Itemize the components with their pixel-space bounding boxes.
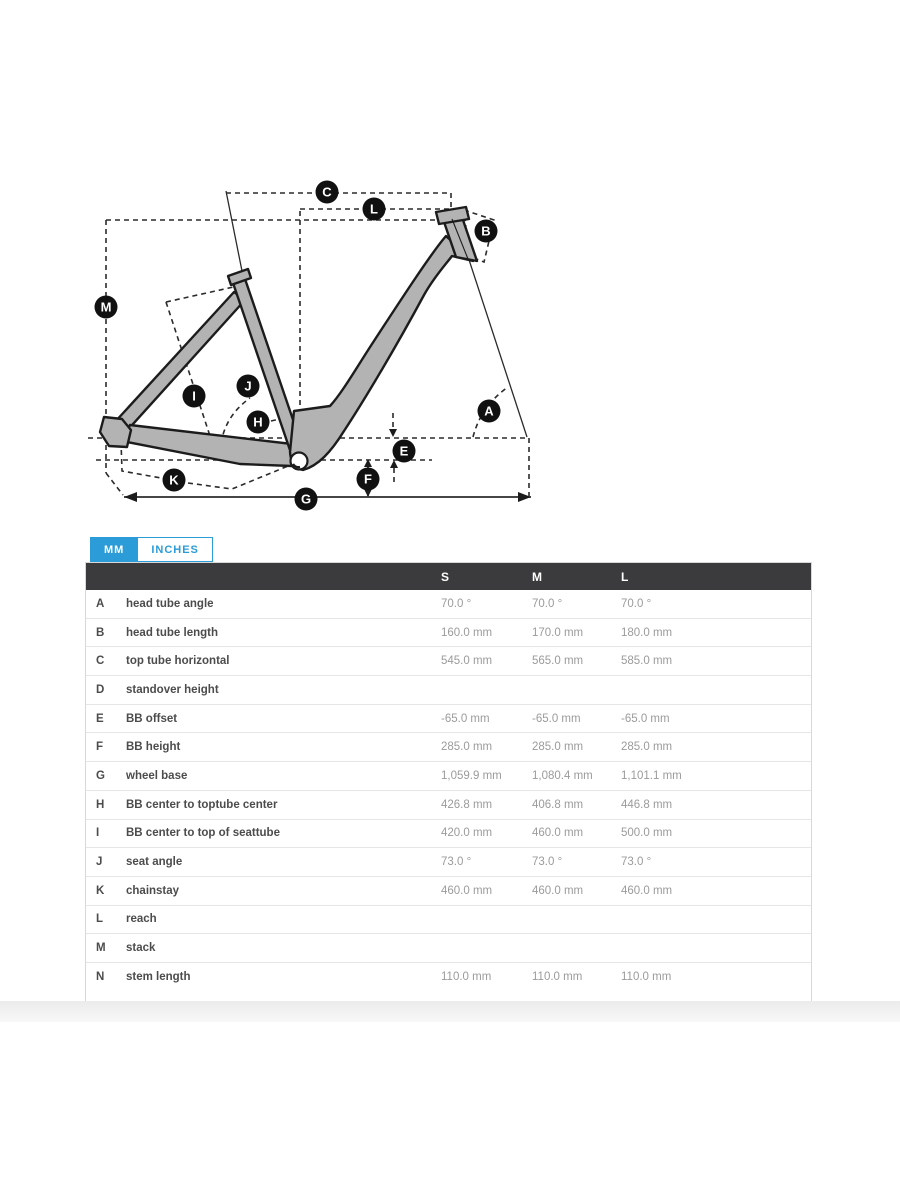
row-value-m: 565.0 mm xyxy=(532,655,584,668)
diagram-badge-m xyxy=(95,296,118,319)
row-value-l: 110.0 mm xyxy=(621,970,672,983)
row-letter: F xyxy=(96,741,104,754)
down-tube xyxy=(290,236,473,470)
svg-text:A: A xyxy=(484,403,494,419)
diagram-badge-g xyxy=(295,488,318,511)
table-row xyxy=(86,790,811,819)
row-value-m: 110.0 mm xyxy=(532,970,583,983)
svg-text:M: M xyxy=(100,299,112,315)
table-row xyxy=(86,905,811,934)
diagram-badge-h xyxy=(247,411,270,434)
table-row xyxy=(86,962,811,991)
svg-text:L: L xyxy=(370,201,378,217)
row-value-s: 70.0 ° xyxy=(441,597,472,610)
section-divider xyxy=(0,1001,900,1022)
row-name: BB height xyxy=(126,741,181,754)
row-value-l: 70.0 ° xyxy=(621,597,652,610)
row-value-m: 285.0 mm xyxy=(532,741,584,754)
row-value-m: 170.0 mm xyxy=(532,626,584,639)
table-row xyxy=(86,933,811,962)
row-name: reach xyxy=(126,913,157,926)
svg-text:K: K xyxy=(169,472,179,488)
table-row xyxy=(86,876,811,905)
row-letter: D xyxy=(96,683,105,696)
row-value-m: 460.0 mm xyxy=(532,827,584,840)
tab-inches[interactable]: INCHES xyxy=(138,537,213,562)
row-letter: L xyxy=(96,913,104,926)
table-row xyxy=(86,732,811,761)
row-value-s: 460.0 mm xyxy=(441,884,493,897)
table-row xyxy=(86,590,811,618)
row-value-s: 285.0 mm xyxy=(441,741,493,754)
row-letter: J xyxy=(96,856,103,869)
row-letter: N xyxy=(96,970,105,983)
row-value-l: 500.0 mm xyxy=(621,827,673,840)
diagram-badge-i xyxy=(183,385,206,408)
header-size-s: S xyxy=(441,569,450,584)
row-value-m: 406.8 mm xyxy=(532,798,584,811)
row-name: seat angle xyxy=(126,856,183,869)
row-value-l: 73.0 ° xyxy=(621,856,652,869)
diagram-badge-b xyxy=(475,220,498,243)
row-value-l: 585.0 mm xyxy=(621,655,673,668)
row-name: head tube angle xyxy=(126,597,214,610)
row-value-s: 73.0 ° xyxy=(441,856,472,869)
table-row xyxy=(86,618,811,647)
row-letter: G xyxy=(96,769,105,782)
unit-toggle xyxy=(90,537,213,562)
row-value-s: 110.0 mm xyxy=(441,970,492,983)
row-name: top tube horizontal xyxy=(126,655,230,668)
table-row xyxy=(86,847,811,876)
row-value-l: 446.8 mm xyxy=(621,798,673,811)
row-name: wheel base xyxy=(126,769,188,782)
row-letter: M xyxy=(96,942,106,955)
row-name: stem length xyxy=(126,970,191,983)
diagram-badge-k xyxy=(163,469,186,492)
frame xyxy=(100,207,477,470)
svg-text:G: G xyxy=(300,491,312,507)
diagram-badge-l xyxy=(363,198,386,221)
row-value-m: 460.0 mm xyxy=(532,884,584,897)
tab-mm[interactable]: MM xyxy=(90,537,138,562)
row-value-m: 73.0 ° xyxy=(532,856,563,869)
svg-text:C: C xyxy=(322,184,332,200)
row-letter: E xyxy=(96,712,104,725)
row-value-l: 285.0 mm xyxy=(621,741,673,754)
table-row xyxy=(86,761,811,790)
row-value-l: -65.0 mm xyxy=(621,712,670,725)
svg-text:H: H xyxy=(253,414,263,430)
row-value-l: 1,101.1 mm xyxy=(621,769,682,782)
row-value-l: 460.0 mm xyxy=(621,884,673,897)
diagram-badge-e xyxy=(393,440,416,463)
row-letter: H xyxy=(96,798,105,811)
svg-text:F: F xyxy=(364,471,372,487)
row-name: head tube length xyxy=(126,626,218,639)
row-value-s: 1,059.9 mm xyxy=(441,769,502,782)
row-value-m: -65.0 mm xyxy=(532,712,581,725)
row-value-m: 70.0 ° xyxy=(532,597,563,610)
svg-text:B: B xyxy=(481,223,491,239)
row-value-s: 545.0 mm xyxy=(441,655,493,668)
row-value-s: -65.0 mm xyxy=(441,712,490,725)
row-name: chainstay xyxy=(126,884,180,897)
row-letter: K xyxy=(96,884,105,897)
table-row xyxy=(86,646,811,675)
row-name: BB center to top of seattube xyxy=(126,827,280,840)
row-value-s: 160.0 mm xyxy=(441,626,493,639)
table-row xyxy=(86,819,811,848)
row-value-s: 426.8 mm xyxy=(441,798,493,811)
diagram-badge-a xyxy=(478,400,501,423)
svg-text:E: E xyxy=(399,443,409,459)
row-name: stack xyxy=(126,942,156,955)
row-name: BB center to toptube center xyxy=(126,798,278,811)
header-size-m: M xyxy=(532,569,542,584)
row-letter: I xyxy=(96,827,100,840)
row-name: standover height xyxy=(126,683,219,696)
seat-tube-cap xyxy=(228,269,251,285)
row-letter: C xyxy=(96,655,105,668)
table-row xyxy=(86,675,811,704)
seat-stay xyxy=(114,292,245,434)
row-value-s: 420.0 mm xyxy=(441,827,493,840)
geometry-table xyxy=(85,562,812,1011)
row-value-m: 1,080.4 mm xyxy=(532,769,593,782)
diagram-badge-f xyxy=(357,468,380,491)
bike-geometry-diagram xyxy=(75,150,555,520)
diagram-badge-c xyxy=(316,181,339,204)
svg-text:I: I xyxy=(192,388,196,404)
table-header-row xyxy=(86,563,811,590)
row-letter: A xyxy=(96,597,105,610)
header-size-l: L xyxy=(621,569,629,584)
table-body xyxy=(86,590,811,991)
row-name: BB offset xyxy=(126,712,178,725)
table-row xyxy=(86,704,811,733)
svg-text:J: J xyxy=(244,378,252,394)
row-value-l: 180.0 mm xyxy=(621,626,673,639)
row-letter: B xyxy=(96,626,105,639)
diagram-badge-j xyxy=(237,375,260,398)
